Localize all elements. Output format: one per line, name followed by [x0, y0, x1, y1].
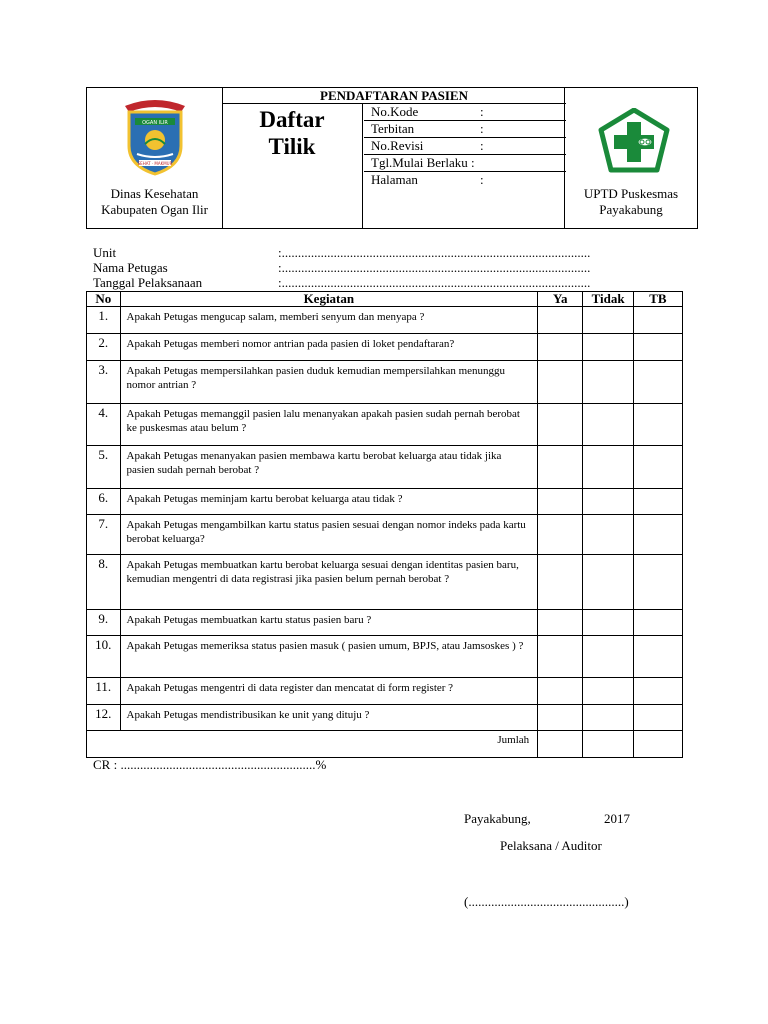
checkbox-tb[interactable]: [633, 404, 682, 446]
table-row: [87, 610, 683, 636]
checkbox-tidak[interactable]: [583, 555, 634, 610]
checkbox-tidak[interactable]: [583, 705, 634, 731]
jumlah-row: [87, 731, 683, 758]
header-right-cell: [564, 88, 697, 228]
row-number: 11.: [87, 678, 121, 705]
checkbox-tidak[interactable]: [583, 446, 634, 489]
daftar-tilik-label: [222, 104, 363, 228]
checkbox-tb[interactable]: [633, 334, 682, 361]
meta-halaman: Halaman :: [371, 172, 484, 187]
checkbox-tidak[interactable]: [583, 307, 634, 334]
checkbox-tb[interactable]: [633, 307, 682, 334]
nama-petugas-label: Nama Petugas: [93, 260, 168, 275]
header-ya: Ya: [538, 292, 583, 307]
row-kegiatan: Apakah Petugas mengucap salam, memberi senyum dan menyapa ?: [120, 307, 538, 334]
checkbox-tb[interactable]: [633, 636, 682, 678]
form-title: PENDAFTARAN PASIEN: [222, 88, 566, 104]
checkbox-ya[interactable]: [538, 489, 583, 515]
checkbox-tb[interactable]: [633, 446, 682, 489]
meta-no-revisi: No.Revisi :: [364, 138, 566, 155]
document-header: [86, 87, 698, 229]
header-tidak: Tidak: [583, 292, 634, 307]
signature-year: 2017: [604, 811, 630, 826]
meta-tgl-mulai: Tgl.Mulai Berlaku :: [364, 155, 566, 172]
table-row: [87, 334, 683, 361]
cr-percentage-line: CR : ............................................................%: [93, 757, 327, 772]
checkbox-ya[interactable]: [538, 361, 583, 404]
meta-terbitan: Terbitan :: [364, 121, 566, 138]
row-number: 12.: [87, 705, 121, 731]
row-kegiatan: Apakah Petugas mendistribusikan ke unit yang dituju ?: [120, 705, 538, 731]
checkbox-tidak[interactable]: [583, 489, 634, 515]
checkbox-tidak[interactable]: [583, 334, 634, 361]
table-row: [87, 678, 683, 705]
row-number: 3.: [87, 361, 121, 404]
row-number: 8.: [87, 555, 121, 610]
table-row: [87, 636, 683, 678]
row-kegiatan: Apakah Petugas mempersilahkan pasien duduk kemudian mempersilahkan menunggu nomor antrian ?: [120, 361, 538, 404]
unit-label: Unit: [93, 245, 117, 260]
checkbox-ya[interactable]: [538, 705, 583, 731]
puskesmas-logo-icon: [597, 108, 671, 178]
jumlah-ya[interactable]: [538, 731, 583, 758]
jumlah-tb[interactable]: [633, 731, 682, 758]
checkbox-tb[interactable]: [633, 555, 682, 610]
checkbox-tb[interactable]: [633, 489, 682, 515]
signature-place: Payakabung,: [464, 811, 531, 826]
checkbox-tidak[interactable]: [583, 610, 634, 636]
nama-petugas-dots: :...............................................................................................: [278, 260, 591, 275]
table-header-row: [87, 292, 683, 307]
header-tb: TB: [633, 292, 682, 307]
daftar-line1: Daftar: [259, 107, 325, 132]
row-number: 7.: [87, 515, 121, 555]
checkbox-tb[interactable]: [633, 705, 682, 731]
tanggal-field[interactable]: [93, 275, 591, 290]
row-kegiatan: Apakah Petugas membuatkan kartu berobat keluarga sesuai dengan identitas pasien baru, kemudian mengentri di data registrasi jika pasien belum pernah berobat ?: [120, 555, 538, 610]
right-caption-line1: UPTD Puskesmas: [583, 186, 679, 201]
checkbox-tidak[interactable]: [583, 361, 634, 404]
svg-text:SEHAT · MAKMUR: SEHAT · MAKMUR: [137, 161, 173, 166]
row-kegiatan: Apakah Petugas mengentri di data register dan mencatat di form register ?: [120, 678, 538, 705]
checkbox-ya[interactable]: [538, 555, 583, 610]
tanggal-dots: :...............................................................................................: [278, 275, 591, 290]
checkbox-ya[interactable]: [538, 446, 583, 489]
row-number: 10.: [87, 636, 121, 678]
checkbox-tb[interactable]: [633, 610, 682, 636]
table-row: [87, 361, 683, 404]
row-kegiatan: Apakah Petugas menanyakan pasien membawa kartu berobat keluarga atau tidak jika pasien sudah pernah berobat ?: [120, 446, 538, 489]
left-caption-line2: Kabupaten Ogan Ilir: [101, 202, 208, 217]
row-number: 5.: [87, 446, 121, 489]
nama-petugas-field[interactable]: [93, 260, 591, 275]
checkbox-tidak[interactable]: [583, 678, 634, 705]
meta-no-kode: No.Kode :: [364, 104, 566, 121]
checkbox-tidak[interactable]: [583, 404, 634, 446]
row-number: 9.: [87, 610, 121, 636]
header-no: No: [87, 292, 121, 307]
unit-dots: :...............................................................................................: [278, 245, 591, 260]
checkbox-ya[interactable]: [538, 515, 583, 555]
checkbox-tidak[interactable]: [583, 515, 634, 555]
checklist-table: [86, 291, 683, 758]
unit-field[interactable]: [93, 245, 591, 260]
row-kegiatan: Apakah Petugas meminjam kartu berobat keluarga atau tidak ?: [120, 489, 538, 515]
signature-blank: (................................................): [464, 894, 629, 909]
row-kegiatan: Apakah Petugas memanggil pasien lalu menanyakan apakah pasien sudah pernah berobat ke puskesmas atau belum ?: [120, 404, 538, 446]
checkbox-ya[interactable]: [538, 404, 583, 446]
checkbox-tb[interactable]: [633, 361, 682, 404]
signature-role: Pelaksana / Auditor: [500, 838, 602, 853]
checkbox-ya[interactable]: [538, 610, 583, 636]
row-kegiatan: Apakah Petugas memeriksa status pasien masuk ( pasien umum, BPJS, atau Jamsoskes ) ?: [120, 636, 538, 678]
document-meta: [364, 104, 566, 188]
row-kegiatan: Apakah Petugas mengambilkan kartu status pasien sesuai dengan nomor indeks pada kartu berobat keluarga?: [120, 515, 538, 555]
row-number: 6.: [87, 489, 121, 515]
row-number: 2.: [87, 334, 121, 361]
row-kegiatan: Apakah Petugas memberi nomor antrian pada pasien di loket pendaftaran?: [120, 334, 538, 361]
table-row: [87, 307, 683, 334]
row-number: 1.: [87, 307, 121, 334]
table-row: [87, 404, 683, 446]
jumlah-label: Jumlah: [87, 731, 538, 758]
checkbox-tb[interactable]: [633, 515, 682, 555]
table-row: [87, 555, 683, 610]
table-row: [87, 489, 683, 515]
jumlah-tidak[interactable]: [583, 731, 634, 758]
daftar-line2: Tilik: [268, 134, 316, 159]
left-caption-line1: Dinas Kesehatan: [110, 186, 199, 201]
right-caption-line2: Payakabung: [599, 202, 663, 217]
table-row: [87, 705, 683, 731]
row-kegiatan: Apakah Petugas membuatkan kartu status pasien baru ?: [120, 610, 538, 636]
row-number: 4.: [87, 404, 121, 446]
checkbox-ya[interactable]: [538, 678, 583, 705]
checkbox-ya[interactable]: [538, 334, 583, 361]
checkbox-tidak[interactable]: [583, 636, 634, 678]
checkbox-tb[interactable]: [633, 678, 682, 705]
checkbox-ya[interactable]: [538, 307, 583, 334]
header-left-cell: [87, 88, 223, 228]
table-row: [87, 515, 683, 555]
table-row: [87, 446, 683, 489]
ogan-ilir-crest-icon: [121, 96, 189, 176]
checkbox-ya[interactable]: [538, 636, 583, 678]
header-kegiatan: Kegiatan: [120, 292, 538, 307]
svg-text:OGAN ILIR: OGAN ILIR: [142, 120, 168, 126]
tanggal-label: Tanggal Pelaksanaan: [93, 275, 203, 290]
